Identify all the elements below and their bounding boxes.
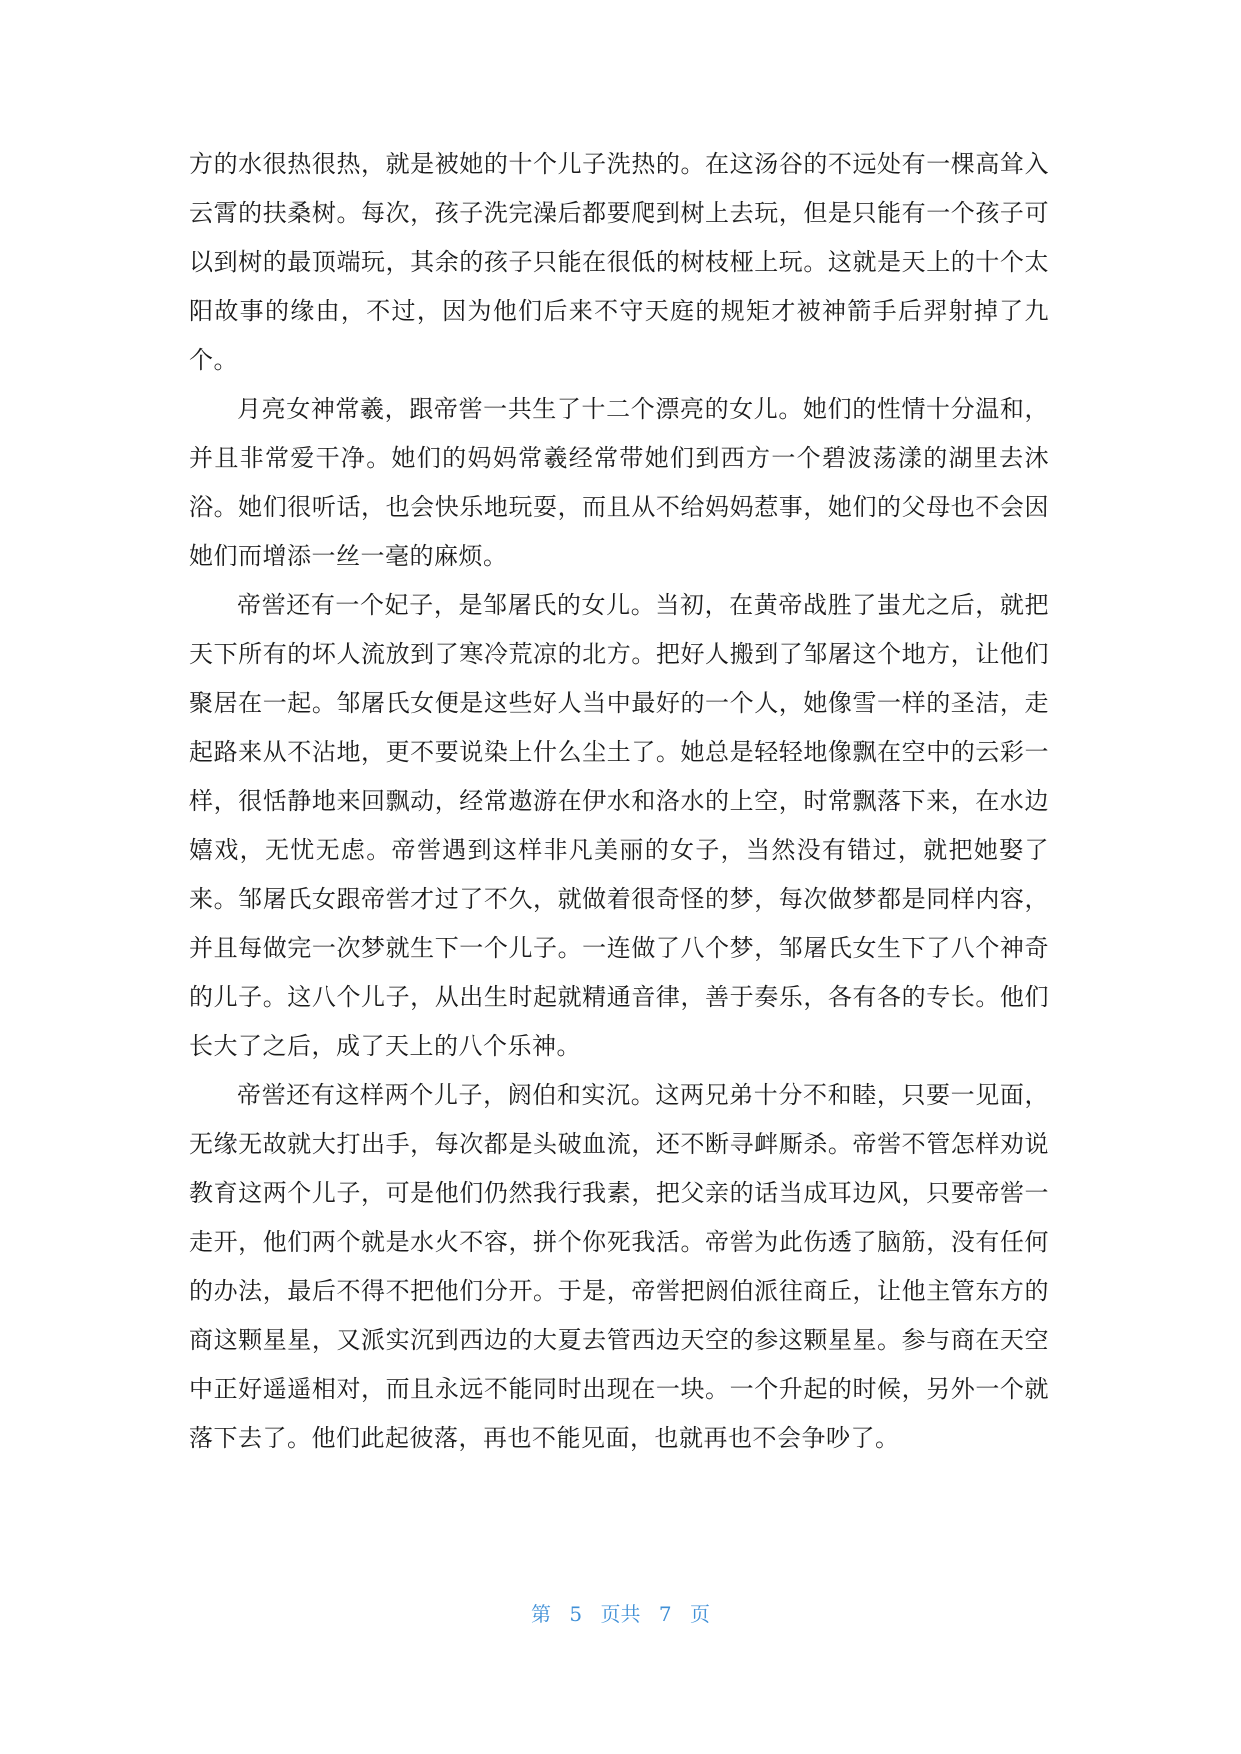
total-page-count: 7 bbox=[658, 1602, 672, 1626]
paragraph: 帝喾还有这样两个儿子，阏伯和实沉。这两兄弟十分不和睦，只要一见面，无缘无故就大打出手，每次都是头破血流，还不断寻衅厮杀。帝喾不管怎样劝说教育这两个儿子，可是他们仍然我行我素，把父亲的话当成耳边风，只要帝喾一走开，他们两个就是水火不容，拼个你死我活。帝喾为此伤透了脑筋，没有任何的办法，最后不得不把他们分开。于是，帝喾把阏伯派往商丘，让他主管东方的商这颗星星，又派实沉到西边的大夏去管西边天空的参这颗星星。参与商在天空中正好遥遥相对，而且永远不能同时出现在一块。一个升起的时候，另外一个就落下去了。他们此起彼落，再也不能见面，也就再也不会争吵了。 bbox=[189, 1081, 1049, 1452]
footer-middle: 页共 bbox=[600, 1602, 641, 1626]
current-page-number: 5 bbox=[569, 1602, 583, 1626]
paragraph: 帝喾还有一个妃子，是邹屠氏的女儿。当初，在黄帝战胜了蚩尤之后，就把天下所有的坏人流放到了寒冷荒凉的北方。把好人搬到了邹屠这个地方，让他们聚居在一起。邹屠氏女便是这些好人当中最好的一个人，她像雪一样的圣洁，走起路来从不沾地，更不要说染上什么尘土了。她总是轻轻地像飘在空中的云彩一样，很恬静地来回飘动，经常遨游在伊水和洛水的上空，时常飘落下来，在水边嬉戏，无忧无虑。帝喾遇到这样非凡美丽的女子，当然没有错过，就把她娶了来。邹屠氏女跟帝喾才过了不久，就做着很奇怪的梦，每次做梦都是同样内容，并且每做完一次梦就生下一个儿子。一连做了八个梦，邹屠氏女生下了八个神奇的儿子。这八个儿子，从出生时起就精通音律，善于奏乐，各有各的专长。他们长大了之后，成了天上的八个乐神。 bbox=[189, 591, 1049, 1060]
page-footer bbox=[0, 1598, 1241, 1627]
footer-suffix: 页 bbox=[689, 1602, 710, 1626]
document-body bbox=[189, 140, 1049, 1463]
paragraph: 方的水很热很热，就是被她的十个儿子洗热的。在这汤谷的不远处有一棵高耸入云霄的扶桑树。每次，孩子洗完澡后都要爬到树上去玩，但是只能有一个孩子可以到树的最顶端玩，其余的孩子只能在很低的树枝桠上玩。这就是天上的十个太阳故事的缘由，不过，因为他们后来不守天庭的规矩才被神箭手后羿射掉了九个。 bbox=[189, 150, 1049, 374]
paragraph: 月亮女神常羲，跟帝喾一共生了十二个漂亮的女儿。她们的性情十分温和，并且非常爱干净。她们的妈妈常羲经常带她们到西方一个碧波荡漾的湖里去沐浴。她们很听话，也会快乐地玩耍，而且从不给妈妈惹事，她们的父母也不会因她们而增添一丝一毫的麻烦。 bbox=[189, 395, 1049, 570]
footer-prefix: 第 bbox=[531, 1602, 552, 1626]
